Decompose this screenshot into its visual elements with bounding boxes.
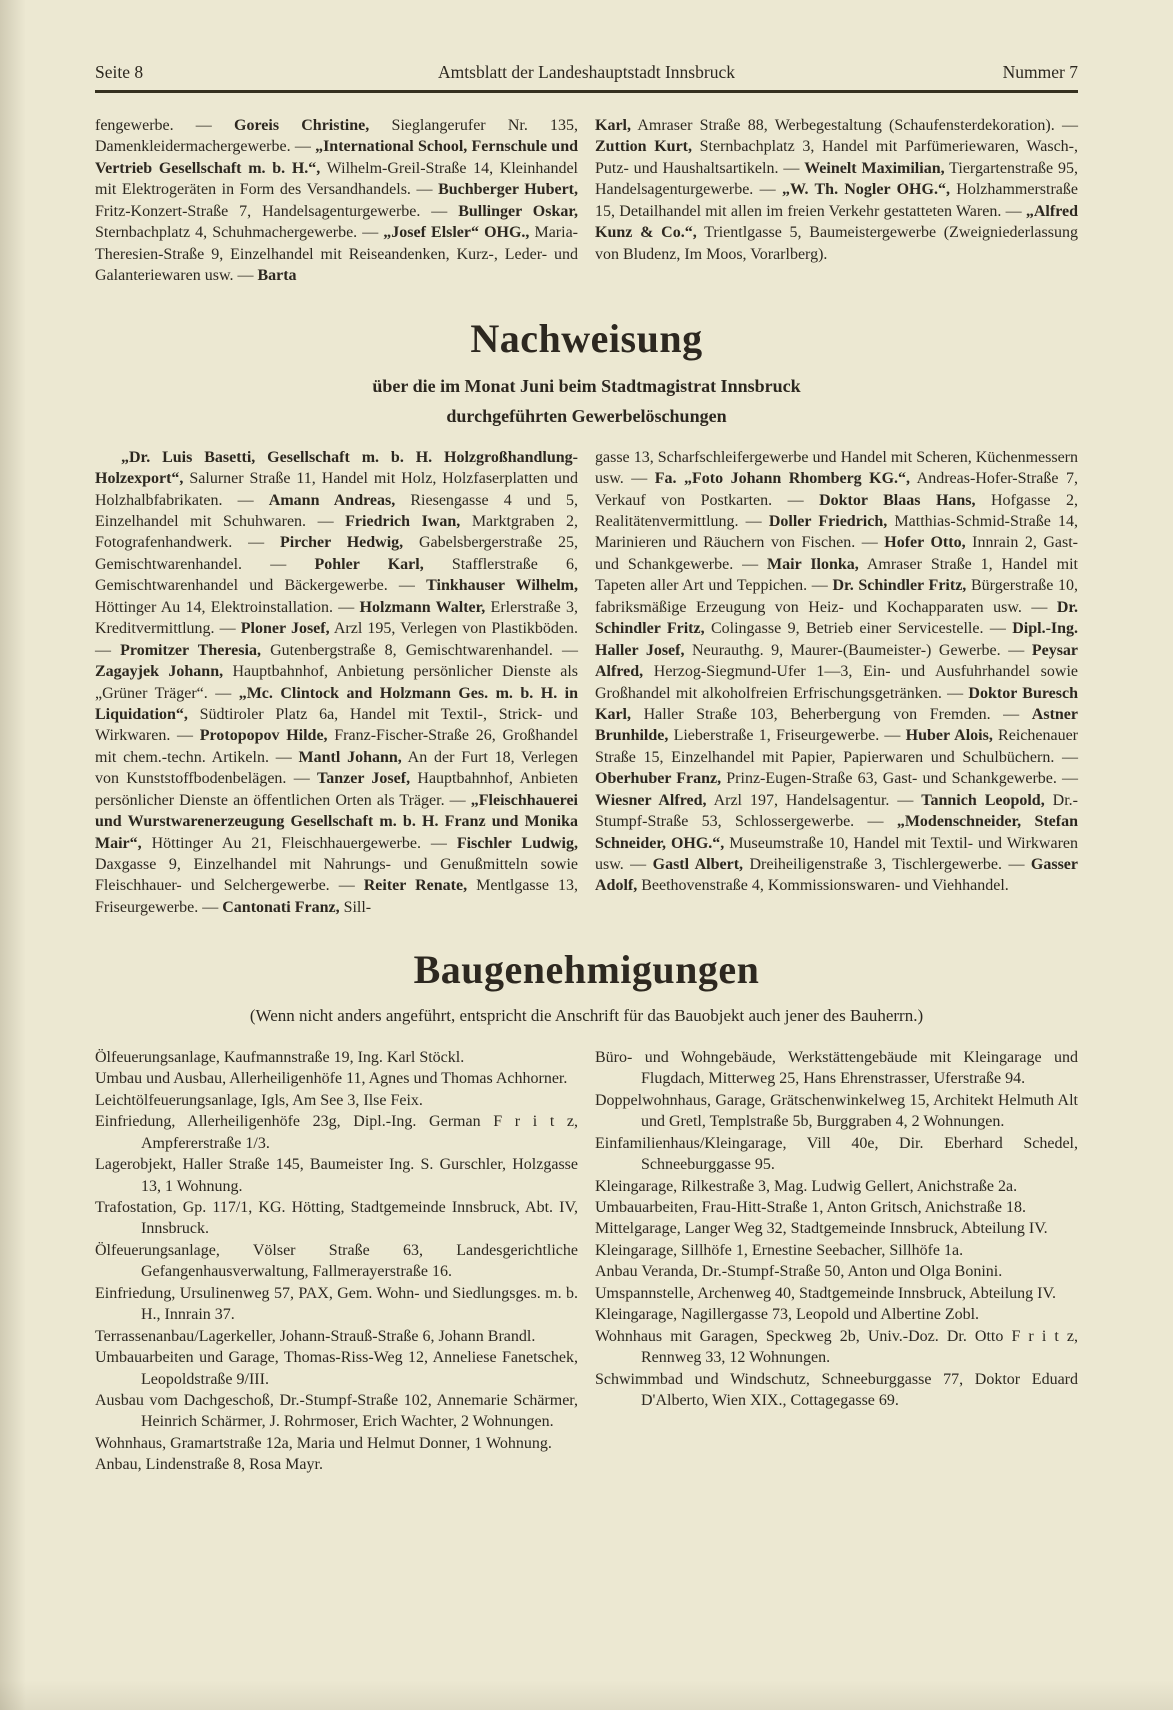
permit-item: Umbauarbeiten, Frau-Hitt-Straße 1, Anton Gritsch, Anichstraße 18.	[595, 1199, 1027, 1217]
entry-text: fengewerbe. —	[95, 117, 235, 134]
entry-name: Wiesner Alfred,	[595, 791, 707, 809]
entry-text: Beethovenstraße 4, Kommissionswaren- und Viehhandel.	[637, 877, 1009, 895]
entry-text: Dreiheiligenstraße 3, Tischlergewerbe. —	[743, 856, 1031, 873]
entry-text: Höttinger Au 14, Elektroinstallation. —	[95, 598, 360, 616]
entry-text: Arzl 195, Verlegen von Plastikböden. —	[95, 620, 578, 659]
nachweisung-subtitle-line1: über die im Monat Juni beim Stadtmagistrat Innsbruck	[372, 375, 801, 396]
entry-text: An der Furt 18, Verlegen von Kunststoffbodenbelägen. —	[95, 748, 579, 788]
entry-text: Wilhelm-Greil-Straße 14, Kleinhandel mit Elektrogeräten in Form des Versandhandels. —	[95, 159, 579, 199]
entry-text: Andreas-Hofer-Straße 7, Verkauf von Postkarten. —	[595, 470, 1079, 509]
permit-item: Einfriedung, Ursulinenweg 57, PAX, Gem. Wohn- und Siedlungsges. m. b. H., Innrain 37.	[95, 1284, 578, 1324]
nachweisung-left-column	[95, 447, 578, 919]
permit-item: Terrassenanbau/Lagerkeller, Johann-Strauß-Straße 6, Johann Brandl.	[95, 1327, 536, 1345]
entry-text: Salurner Straße 11, Handel mit Holz, Holzfaserplatten und Holzhalbfabrikaten. —	[95, 470, 578, 509]
entry-text: Herzog-Siegmund-Ufer 1—3, Ein- und Ausfuhrhandel sowie Großhandel mit alkoholfreien Erfrischungsgetränken. —	[595, 663, 1078, 702]
permit-item: Wohnhaus mit Garagen, Speckweg 2b, Univ.-Doz. Dr. Otto F r i t z, Rennweg 33, 12 Wohnungen.	[595, 1327, 1078, 1367]
entry-name: Doktor Blaas Hans,	[819, 491, 976, 509]
permit-item: Mittelgarage, Langer Weg 32, Stadtgemeinde Innsbruck, Abteilung IV.	[595, 1220, 1048, 1238]
entry-name: Pohler Karl,	[314, 555, 424, 573]
entry-name: Huber Alois,	[905, 727, 993, 745]
entry-text: Lieberstraße 1, Friseurgewerbe. —	[668, 727, 906, 745]
permit-item: Lagerobjekt, Haller Straße 145, Baumeister Ing. S. Gurschler, Holzgasse 13, 1 Wohnung.	[95, 1156, 578, 1195]
permit-item: Anbau Veranda, Dr.-Stumpf-Straße 50, Anton und Olga Bonini.	[595, 1263, 1003, 1281]
entry-name: Protopopov Hilde,	[199, 727, 328, 745]
entry-name: Tanzer Josef,	[317, 770, 411, 788]
page-header	[95, 62, 1078, 83]
baugenehmigungen-subtitle: (Wenn nicht anders angeführt, entspricht die Anschrift für das Bauobjekt auch jener des Bauherrn.)	[249, 1006, 924, 1026]
entry-name: Goreis Christine,	[234, 117, 370, 134]
entry-name: Doktor Buresch Karl,	[595, 684, 1078, 723]
entry-text: Gabelsbergerstraße 25, Gemischtwarenhandel. —	[95, 534, 579, 573]
entry-text: Hofgasse 2, Realitätenvermittlung. —	[595, 491, 1078, 530]
nachweisung-title: Nachweisung	[470, 315, 703, 361]
entry-name: „W. Th. Nogler OHG.“,	[781, 181, 950, 199]
entry-name: Dr. Schindler Fritz,	[832, 577, 967, 595]
issue-number: Nummer 7	[1002, 62, 1078, 82]
entry-name: „Mc. Clintock and Holzmann Ges. m. b. H. in Liquidation“,	[95, 684, 579, 723]
entry-text: Amraser Straße 1, Handel mit Tapeten aller Art und Teppichen. —	[595, 555, 1078, 595]
entry-text: Neurauthg. 9, Maurer-(Baumeister-) Gewerbe. —	[684, 641, 1032, 659]
entry-text: Riesengasse 4 und 5, Einzelhandel mit Schuhwaren. —	[95, 491, 579, 530]
permit-item: Trafostation, Gp. 117/1, KG. Hötting, Stadtgemeinde Innsbruck, Abt. IV, Innsbruck.	[95, 1199, 578, 1238]
entry-name: Tinkhauser Wilhelm,	[426, 577, 578, 595]
entry-text: Erlerstraße 3, Kreditvermittlung. —	[95, 598, 579, 638]
permit-item: Umbauarbeiten und Garage, Thomas-Riss-Weg 12, Anneliese Fanetschek, Leopoldstraße 9/III.	[95, 1349, 578, 1388]
entry-name: „Josef Elsler“ OHG.,	[383, 224, 530, 242]
entry-text: Colingasse 9, Betrieb einer Servicestelle. —	[704, 620, 1013, 638]
entry-name: Dr. Schindler Fritz,	[595, 598, 1078, 638]
entry-name: Buchberger Hubert,	[438, 181, 579, 199]
entry-name: Astner Brunhilde,	[595, 705, 1078, 745]
permit-item: Kleingarage, Rilkestraße 3, Mag. Ludwig Gellert, Anichstraße 2a.	[595, 1177, 1018, 1195]
entry-name: Dipl.-Ing. Haller Josef,	[595, 620, 1079, 659]
entry-text: Mentlgasse 13, Friseurgewerbe. —	[95, 877, 579, 916]
entry-name: Amann Andreas,	[268, 491, 396, 509]
entry-name: Zagayjek Johann,	[95, 663, 224, 681]
entry-text: Höttinger Au 21, Fleischhauergewerbe. —	[141, 834, 457, 852]
entry-name: „Modenschneider, Stefan Schneider, OHG.“,	[595, 813, 1079, 852]
entry-name: Friedrich Iwan,	[345, 513, 461, 530]
entry-text: Sternbachplatz 3, Handel mit Parfümeriewaren, Wasch-, Putz- und Haushaltsartikeln. —	[595, 138, 1078, 177]
entry-text: Fritz-Konzert-Straße 7, Handelsagenturgewerbe. —	[95, 202, 459, 220]
permit-item: Einfriedung, Allerheiligenhöfe 23g, Dipl.-Ing. German F r i t z, Ampfererstraße 1/3.	[95, 1113, 578, 1152]
entry-text: Stafflerstraße 6, Gemischtwarenhandel und Bäckergewerbe. —	[95, 555, 578, 595]
entry-name: Pircher Hedwig,	[279, 534, 404, 552]
entry-name: „Alfred Kunz & Co.“,	[595, 202, 1078, 242]
entry-name: Karl,	[595, 117, 631, 134]
entry-name: Fa. „Foto Johann Rhomberg KG.“,	[654, 470, 911, 488]
nachweisung-section	[95, 317, 1078, 919]
permit-item: Einfamilienhaus/Kleingarage, Vill 40e, Dir. Eberhard Schedel, Schneeburggasse 95.	[595, 1134, 1078, 1174]
entry-name: Cantonati Franz,	[222, 898, 340, 916]
entry-name: Mantl Johann,	[298, 748, 402, 766]
permit-item: Leichtölfeuerungsanlage, Igls, Am See 3, Ilse Feix.	[95, 1091, 423, 1109]
entry-text: Franz-Fischer-Straße 26, Großhandel mit chem.-techn. Artikeln. —	[95, 727, 579, 766]
permit-item: Umspannstelle, Archenweg 40, Stadtgemeinde Innsbruck, Abteilung IV.	[595, 1284, 1056, 1302]
entry-name: Tannich Leopold,	[921, 791, 1045, 809]
entry-text: Sternbachplatz 4, Schuhmachergewerbe. —	[95, 224, 384, 242]
entry-name: „International School, Fernschule und Vertrieb Gesellschaft m. b. H.“,	[95, 138, 578, 177]
entry-text: Museumstraße 10, Handel mit Textil- und Wirkwaren usw. —	[595, 834, 1079, 873]
permit-item: Anbau, Lindenstraße 8, Rosa Mayr.	[95, 1456, 323, 1474]
entry-name: Zuttion Kurt,	[595, 138, 692, 156]
entry-name: Reiter Renate,	[363, 877, 468, 895]
entry-text: Maria-Theresien-Straße 9, Einzelhandel mit Reiseandenken, Kurz-, Leder- und Galanteriewaren usw. —	[95, 224, 578, 285]
permit-item: Kleingarage, Nagillergasse 73, Leopold und Albertine Zobl.	[595, 1306, 980, 1324]
entry-name: Bullinger Oskar,	[458, 202, 579, 220]
entry-name: Barta	[257, 267, 297, 285]
entry-text: Gutenbergstraße 8, Gemischtwarenhandel. —	[260, 641, 579, 659]
permit-item: Büro- und Wohngebäude, Werkstättengebäude mit Kleingarage und Flugdach, Mitterweg 25, Hans Ehrenstrasser, Uferstraße 94.	[595, 1048, 1078, 1088]
entry-name: Oberhuber Franz,	[595, 770, 722, 788]
entry-text: gasse 13, Scharfschleifergewerbe und Handel mit Scheren, Küchenmessern usw. —	[595, 448, 1078, 488]
permit-item: Umbau und Ausbau, Allerheiligenhöfe 11, Agnes und Thomas Achhorner.	[95, 1070, 568, 1088]
entry-text: Marktgraben 2, Fotografenhandwerk. —	[95, 513, 579, 552]
entry-text: Südtiroler Platz 6a, Handel mit Textil-, Strick- und Wirkwaren. —	[95, 705, 578, 745]
entry-name: Ploner Josef,	[240, 620, 330, 638]
entry-text: Trientlgasse 5, Baumeistergewerbe (Zweigniederlassung von Bludenz, Im Moos, Vorarlberg).	[595, 224, 1078, 263]
entry-text: Holzhammerstraße 15, Detailhandel mit allen im freien Verkehr gestatteten Waren. —	[595, 181, 1078, 220]
permit-item: Wohnhaus, Gramartstraße 12a, Maria und Helmut Donner, 1 Wohnung.	[95, 1434, 552, 1452]
entry-name: Peysar Alfred,	[595, 641, 1079, 681]
entry-text: Haller Straße 103, Beherbergung von Fremden. —	[631, 705, 1032, 723]
permits-left-column	[95, 1047, 578, 1476]
permit-item: Doppelwohnhaus, Garage, Grätschenwinkelweg 15, Architekt Helmuth Alt und Gretl, Templstraße 5b, Burggraben 4, 2 Wohnungen.	[595, 1091, 1078, 1131]
page-number: Seite 8	[95, 62, 144, 82]
entry-text: Tiergartenstraße 95, Handelsagenturgewerbe. —	[595, 159, 1078, 199]
entry-text: Hauptbahnhof, Anbietung persönlicher Dienste als „Grüner Träger“. —	[95, 663, 578, 702]
baugenehmigungen-title: Baugenehmigungen	[413, 947, 760, 993]
entry-text: Innrain 2, Gast- und Schankgewerbe. —	[595, 534, 1079, 573]
entry-name: Fischler Ludwig,	[456, 834, 579, 852]
permit-item: Ölfeuerungsanlage, Kaufmannstraße 19, Ing. Karl Stöckl.	[95, 1048, 465, 1066]
continuation-section	[95, 115, 1078, 287]
permit-item: Schwimmbad und Windschutz, Schneeburggasse 77, Doktor Eduard D'Alberto, Wien XIX., Cottagegasse 69.	[595, 1370, 1078, 1409]
entry-text: Bürgerstraße 10, fabriksmäßige Erzeugung von Heiz- und Kochapparaten usw. —	[595, 577, 1079, 616]
baugenehmigungen-section	[95, 948, 1078, 1475]
entry-text: Dr.-Stumpf-Straße 53, Schlossergewerbe. —	[595, 791, 1078, 831]
header-rule	[95, 90, 1078, 93]
continuation-left-column	[95, 115, 578, 287]
entry-name: „Fleischhauerei und Wurstwarenerzeugung Gesellschaft m. b. H. Franz und Monika Mair“,	[95, 791, 578, 852]
permit-item: Ölfeuerungsanlage, Völser Straße 63, Landesgerichtliche Gefangenhausverwaltung, Fallmerayerstraße 16.	[95, 1241, 578, 1281]
permits-right-column	[595, 1047, 1078, 1476]
entry-name: Mair Ilonka,	[767, 555, 859, 573]
entry-text: Sieglangerufer Nr. 135, Damenkleidermachergewerbe. —	[95, 117, 579, 156]
entry-name: Gastl Albert,	[652, 856, 744, 873]
entry-name: Holzmann Walter,	[359, 598, 486, 616]
nachweisung-right-column	[595, 447, 1078, 919]
entry-text: Hauptbahnhof, Anbieten persönlicher Dienste an öffentlichen Orten als Träger. —	[95, 770, 578, 809]
entry-text: Arzl 197, Handelsagentur. —	[706, 791, 922, 809]
nachweisung-subtitle-line2: durchgeführten Gewerbelöschungen	[446, 405, 727, 426]
entry-text: Reichenauer Straße 15, Einzelhandel mit Papier, Papierwaren und Schulbüchern. —	[595, 727, 1079, 766]
permit-item: Ausbau vom Dachgeschoß, Dr.-Stumpf-Straße 102, Annemarie Schärmer, Heinrich Schärmer, J. Rohrmoser, Erich Wachter, 2 Wohnungen.	[95, 1391, 578, 1431]
entry-text: Matthias-Schmid-Straße 14, Marinieren und Räuchern von Fischen. —	[595, 513, 1079, 552]
entry-text: Amraser Straße 88, Werbegestaltung (Schaufensterdekoration). —	[631, 117, 1078, 134]
entry-name: Doller Friedrich,	[768, 513, 888, 530]
entry-name: „Dr. Luis Basetti, Gesellschaft m. b. H. Holzgroßhandlung-Holzexport“,	[95, 448, 578, 488]
continuation-right-column	[595, 115, 1078, 287]
entry-name: Weinelt Maximilian,	[804, 159, 945, 177]
entry-text: Sill-	[339, 898, 372, 916]
entry-text: Daxgasse 9, Einzelhandel mit Nahrungs- und Genußmitteln sowie Fleischhauer- und Selchergewerbe. —	[95, 856, 578, 895]
entry-name: Hofer Otto,	[884, 534, 966, 552]
entry-name: Gasser Adolf,	[595, 856, 1078, 895]
permit-item: Kleingarage, Sillhöfe 1, Ernestine Seebacher, Sillhöfe 1a.	[595, 1241, 964, 1259]
entry-text: Prinz-Eugen-Straße 63, Gast- und Schankgewerbe. —	[721, 770, 1079, 788]
journal-title: Amtsblatt der Landeshauptstadt Innsbruck	[438, 62, 735, 82]
entry-name: Promitzer Theresia,	[120, 641, 261, 659]
